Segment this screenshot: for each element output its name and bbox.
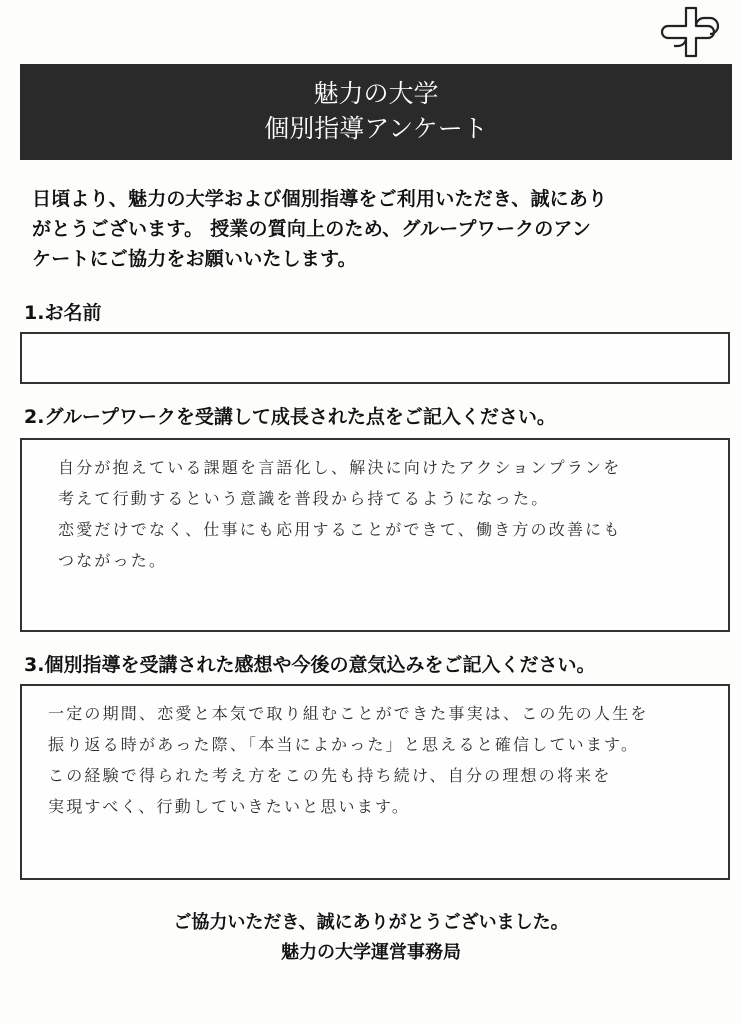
intro-line-3: ケートにご協力をお願いいたします。 — [32, 248, 357, 270]
q2-answer-line: 考えて行動するという意識を普段から持てるようになった。 — [58, 489, 550, 508]
q3-answer-line: この経験で得られた考え方をこの先も持ち続け、自分の理想の将来を — [48, 766, 612, 785]
footer-thanks: ご協力いただき、誠にありがとうございました。 — [173, 912, 569, 933]
q2-answer-line: つながった。 — [58, 551, 168, 570]
q2-label: 2.グループワークを受講して成長された点をご記入ください。 — [24, 406, 556, 428]
footer-organization: 魅力の大学運営事務局 — [281, 942, 461, 963]
q3-label: 3.個別指導を受講された感想や今後の意気込みをご記入ください。 — [24, 654, 596, 676]
intro-text — [32, 184, 732, 274]
name-field[interactable] — [20, 332, 730, 384]
intro-line-2: がとうございます。 授業の質向上のため、グループワークのアン — [32, 218, 592, 240]
q3-answer-line: 振り返る時があった際、「本当によかった」と思えると確信しています。 — [48, 735, 640, 754]
q2-answer-line: 恋愛だけでなく、仕事にも応用することができて、働き方の改善にも — [58, 520, 622, 539]
cross-logo-icon — [660, 4, 724, 62]
footer — [0, 908, 742, 968]
intro-line-1: 日頃より、魅力の大学および個別指導をご利用いただき、誠にあり — [32, 188, 608, 210]
q2-answer-text — [58, 452, 718, 576]
q3-answer-text — [48, 698, 708, 822]
q3-answer-line: 実現すべく、行動していきたいと思います。 — [48, 797, 411, 816]
q1-label: 1.お名前 — [24, 302, 102, 324]
q2-answer-line: 自分が抱えている課題を言語化し、解決に向けたアクションプランを — [58, 458, 622, 477]
survey-header — [20, 64, 732, 160]
q3-answer-line: 一定の期間、恋愛と本気で取り組むことができた事実は、この先の人生を — [48, 704, 649, 723]
header-title-line2: 個別指導アンケート — [264, 114, 488, 143]
header-title-line1: 魅力の大学 — [313, 79, 439, 108]
